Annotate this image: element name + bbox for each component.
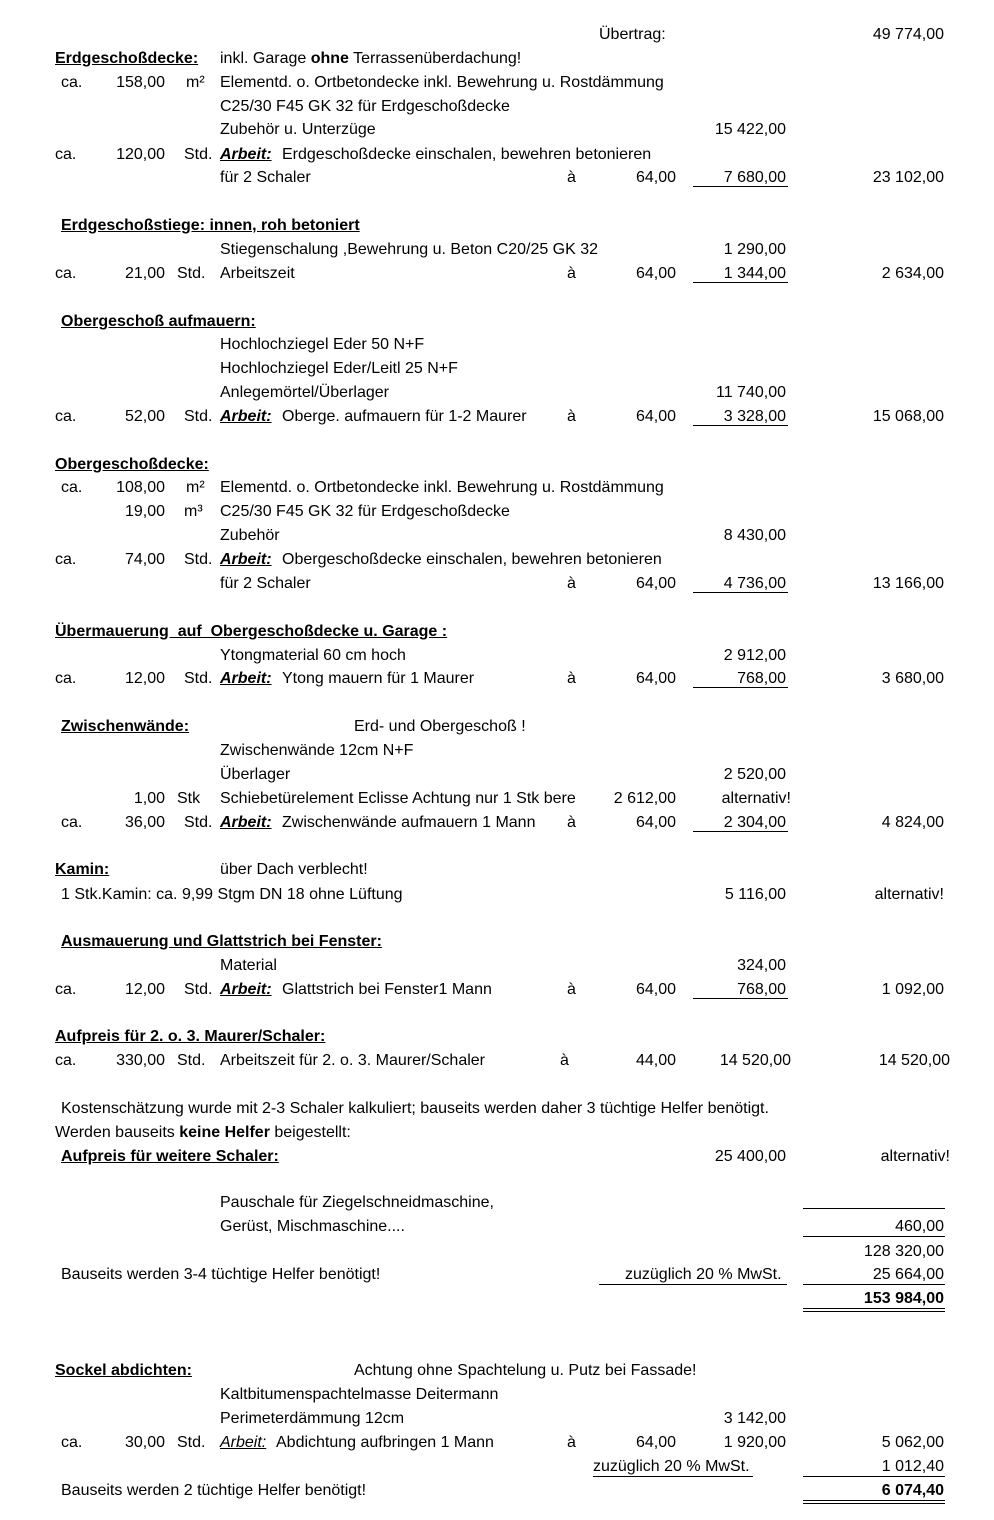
s12-mwst-valline [803, 1476, 945, 1477]
s9-total: 14 520,00 [878, 1052, 950, 1069]
uebertrag-value: 49 774,00 [872, 26, 944, 43]
s7-title: Kamin: [55, 861, 110, 878]
s11-mwst-underline [599, 1284, 787, 1285]
s2-underline [693, 282, 788, 283]
s1-title: Erdgeschoßdecke: [55, 50, 199, 67]
s6-row3: 1,00 Stk Schiebetürelement Eclisse Achtung nur 1 Stk bere 2 612,00 alternativ! [133, 790, 791, 807]
s12-mwst-underline [593, 1476, 753, 1477]
s11-grand-total: 153 984,00 [863, 1290, 944, 1307]
s10-header: Aufpreis für weitere Schaler: 25 400,00 alternativ! [0, 1146, 994, 1168]
s11-grand-line1 [803, 1308, 945, 1309]
s8-underline [693, 998, 788, 999]
s1-row3: Zubehör u. Unterzüge 15 422,00 [220, 121, 786, 138]
s7-row1: 1 Stk.Kamin: ca. 9,99 Stgm DN 18 ohne Lüftung 5 116,00 alternativ! [61, 886, 944, 903]
s4-row5: für 2 Schaler à 64,00 4 736,00 13 166,00 [0, 573, 994, 595]
s2-header [0, 215, 994, 237]
s8-row2: ca. 12,00 Std. Arbeit: Glattstrich bei Fenster1 Mann à 64,00 768,00 1 092,00 [0, 979, 994, 1001]
s8-header [0, 931, 994, 953]
s2-title: Erdgeschoßstiege: innen, roh betoniert [61, 217, 360, 234]
s1-header [0, 48, 994, 70]
s11-row1: Pauschale für Ziegelschneidmaschine, [220, 1194, 494, 1211]
s1-row1: ca. 158,00 m² Elementd. o. Ortbetondecke inkl. Bewehrung u. Rostdämmung [61, 74, 664, 91]
s6-row4: ca. 36,00 Std. Arbeit: Zwischenwände aufmauern 1 Mann à 64,00 2 304,00 4 824,00 [0, 812, 994, 834]
s5-header [0, 621, 994, 643]
s11-sumline [803, 1236, 945, 1237]
s1-row4: ca. 120,00 Std. Arbeit: Erdgeschoßdecke einschalen, bewehren betonieren [55, 146, 652, 163]
s11-grand-line2 [803, 1311, 945, 1312]
s5-title: Übermauerung auf Obergeschoßdecke u. Garage : [55, 623, 448, 640]
uebertrag-row [0, 24, 994, 46]
s6-row2: Überlager 2 520,00 [220, 766, 786, 783]
s6-header: Zwischenwände: Erd- und Obergeschoß ! [0, 716, 994, 738]
s4-row1: ca. 108,00 m² Elementd. o. Ortbetondecke inkl. Bewehrung u. Rostdämmung [61, 479, 664, 496]
s4-total: 13 166,00 [872, 575, 944, 592]
s11-mwst-valline [803, 1284, 945, 1285]
s4-row4: ca. 74,00 Std. Arbeit: Obergeschoßdecke einschalen, bewehren betonieren [55, 551, 662, 568]
s9-title: Aufpreis für 2. o. 3. Maurer/Schaler: [55, 1028, 326, 1045]
s3-header [0, 311, 994, 333]
s8-row1: Material 324,00 [220, 957, 786, 974]
s2-row2: ca. 21,00 Std. Arbeitszeit à 64,00 1 344,00 2 634,00 [0, 263, 994, 285]
s12-grand-total: 6 074,40 [881, 1482, 944, 1499]
s1-row2: C25/30 F45 GK 32 für Erdgeschoßdecke [220, 98, 510, 115]
s2-row1: Stiegenschalung ,Bewehrung u. Beton C20/25 GK 32 1 290,00 [220, 241, 786, 258]
s4-row3: Zubehör 8 430,00 [220, 527, 786, 544]
s7-header: Kamin: über Dach verblecht! [0, 859, 994, 881]
s4-underline [693, 592, 788, 593]
s11-subtotal: 128 320,00 [863, 1243, 944, 1260]
s12-grand-line1 [803, 1500, 945, 1501]
s6-total: 4 824,00 [881, 814, 944, 831]
s12-grand: Bauseits werden 2 tüchtige Helfer benötigt! 6 074,40 [0, 1480, 994, 1502]
s4-row2: 19,00 m³ C25/30 F45 GK 32 für Erdgeschoßdecke [124, 503, 510, 520]
s12-header: Sockel abdichten: Achtung ohne Spachtelung u. Putz bei Fassade! [0, 1360, 994, 1382]
s10-note1: Kostenschätzung wurde mit 2-3 Schaler kalkuliert; bauseits werden daher 3 tüchtige Helfer benötigt. [61, 1100, 769, 1117]
s1-total: 23 102,00 [872, 169, 944, 186]
s3-row2: Hochlochziegel Eder/Leitl 25 N+F [220, 360, 458, 377]
s12-row2: Perimeterdämmung 12cm 3 142,00 [220, 1410, 786, 1427]
s3-row1: Hochlochziegel Eder 50 N+F [220, 336, 425, 353]
s9-header [0, 1026, 994, 1048]
s12-row3: ca. 30,00 Std. Arbeit: Abdichtung aufbringen 1 Mann à 64,00 1 920,00 5 062,00 [0, 1432, 994, 1454]
s3-title: Obergeschoß aufmauern: [61, 313, 256, 330]
s1-underline [693, 186, 788, 187]
s11-topline [803, 1208, 945, 1209]
s6-row1: Zwischenwände 12cm N+F [220, 742, 414, 759]
s6-title: Zwischenwände: [61, 718, 190, 735]
s5-row1: Ytongmaterial 60 cm hoch 2 912,00 [220, 647, 786, 664]
s1-note: inkl. Garage ohne Terrassenüberdachung! [220, 50, 522, 67]
s10-title: Aufpreis für weitere Schaler: [61, 1148, 279, 1165]
s12-total: 5 062,00 [881, 1434, 944, 1451]
s10-note2: Werden bauseits keine Helfer beigestellt: [55, 1124, 351, 1141]
s3-underline [693, 425, 788, 426]
s9-row1: ca. 330,00 Std. Arbeitszeit für 2. o. 3. Maurer/Schaler à 44,00 14 520,00 14 520,00 [0, 1050, 994, 1072]
s11-row2: Gerüst, Mischmaschine.... 460,00 [220, 1218, 944, 1235]
s8-title: Ausmauerung und Glattstrich bei Fenster: [61, 933, 382, 950]
s5-total: 3 680,00 [881, 670, 944, 687]
s6-underline [693, 831, 788, 832]
uebertrag-label: Übertrag: [599, 26, 666, 43]
s2-total: 2 634,00 [881, 265, 944, 282]
s12-grand-line2 [803, 1503, 945, 1504]
s11-grand [0, 1288, 994, 1310]
s5-underline [693, 687, 788, 688]
s3-row3: Anlegemörtel/Überlager 11 740,00 [220, 384, 786, 401]
s12-mwst-row: zuzüglich 20 % MwSt. 1 012,40 [593, 1458, 944, 1475]
s11-sum [0, 1241, 994, 1263]
s12-row1: Kaltbitumenspachtelmasse Deitermann [220, 1386, 499, 1403]
s12-title: Sockel abdichten: [55, 1362, 192, 1379]
s8-total: 1 092,00 [881, 981, 944, 998]
s5-row2: ca. 12,00 Std. Arbeit: Ytong mauern für 1 Maurer à 64,00 768,00 3 680,00 [0, 668, 994, 690]
s4-title: Obergeschoßdecke: [55, 456, 209, 473]
s3-total: 15 068,00 [872, 408, 944, 425]
s1-row5: für 2 Schaler à 64,00 7 680,00 23 102,00 [0, 167, 994, 189]
s4-header [0, 454, 994, 476]
s3-row4: ca. 52,00 Std. Arbeit: Oberge. aufmauern für 1-2 Maurer à 64,00 3 328,00 15 068,00 [0, 406, 994, 428]
s11-mwst-row: Bauseits werden 3-4 tüchtige Helfer benötigt! zuzüglich 20 % MwSt. 25 664,00 [61, 1266, 944, 1283]
